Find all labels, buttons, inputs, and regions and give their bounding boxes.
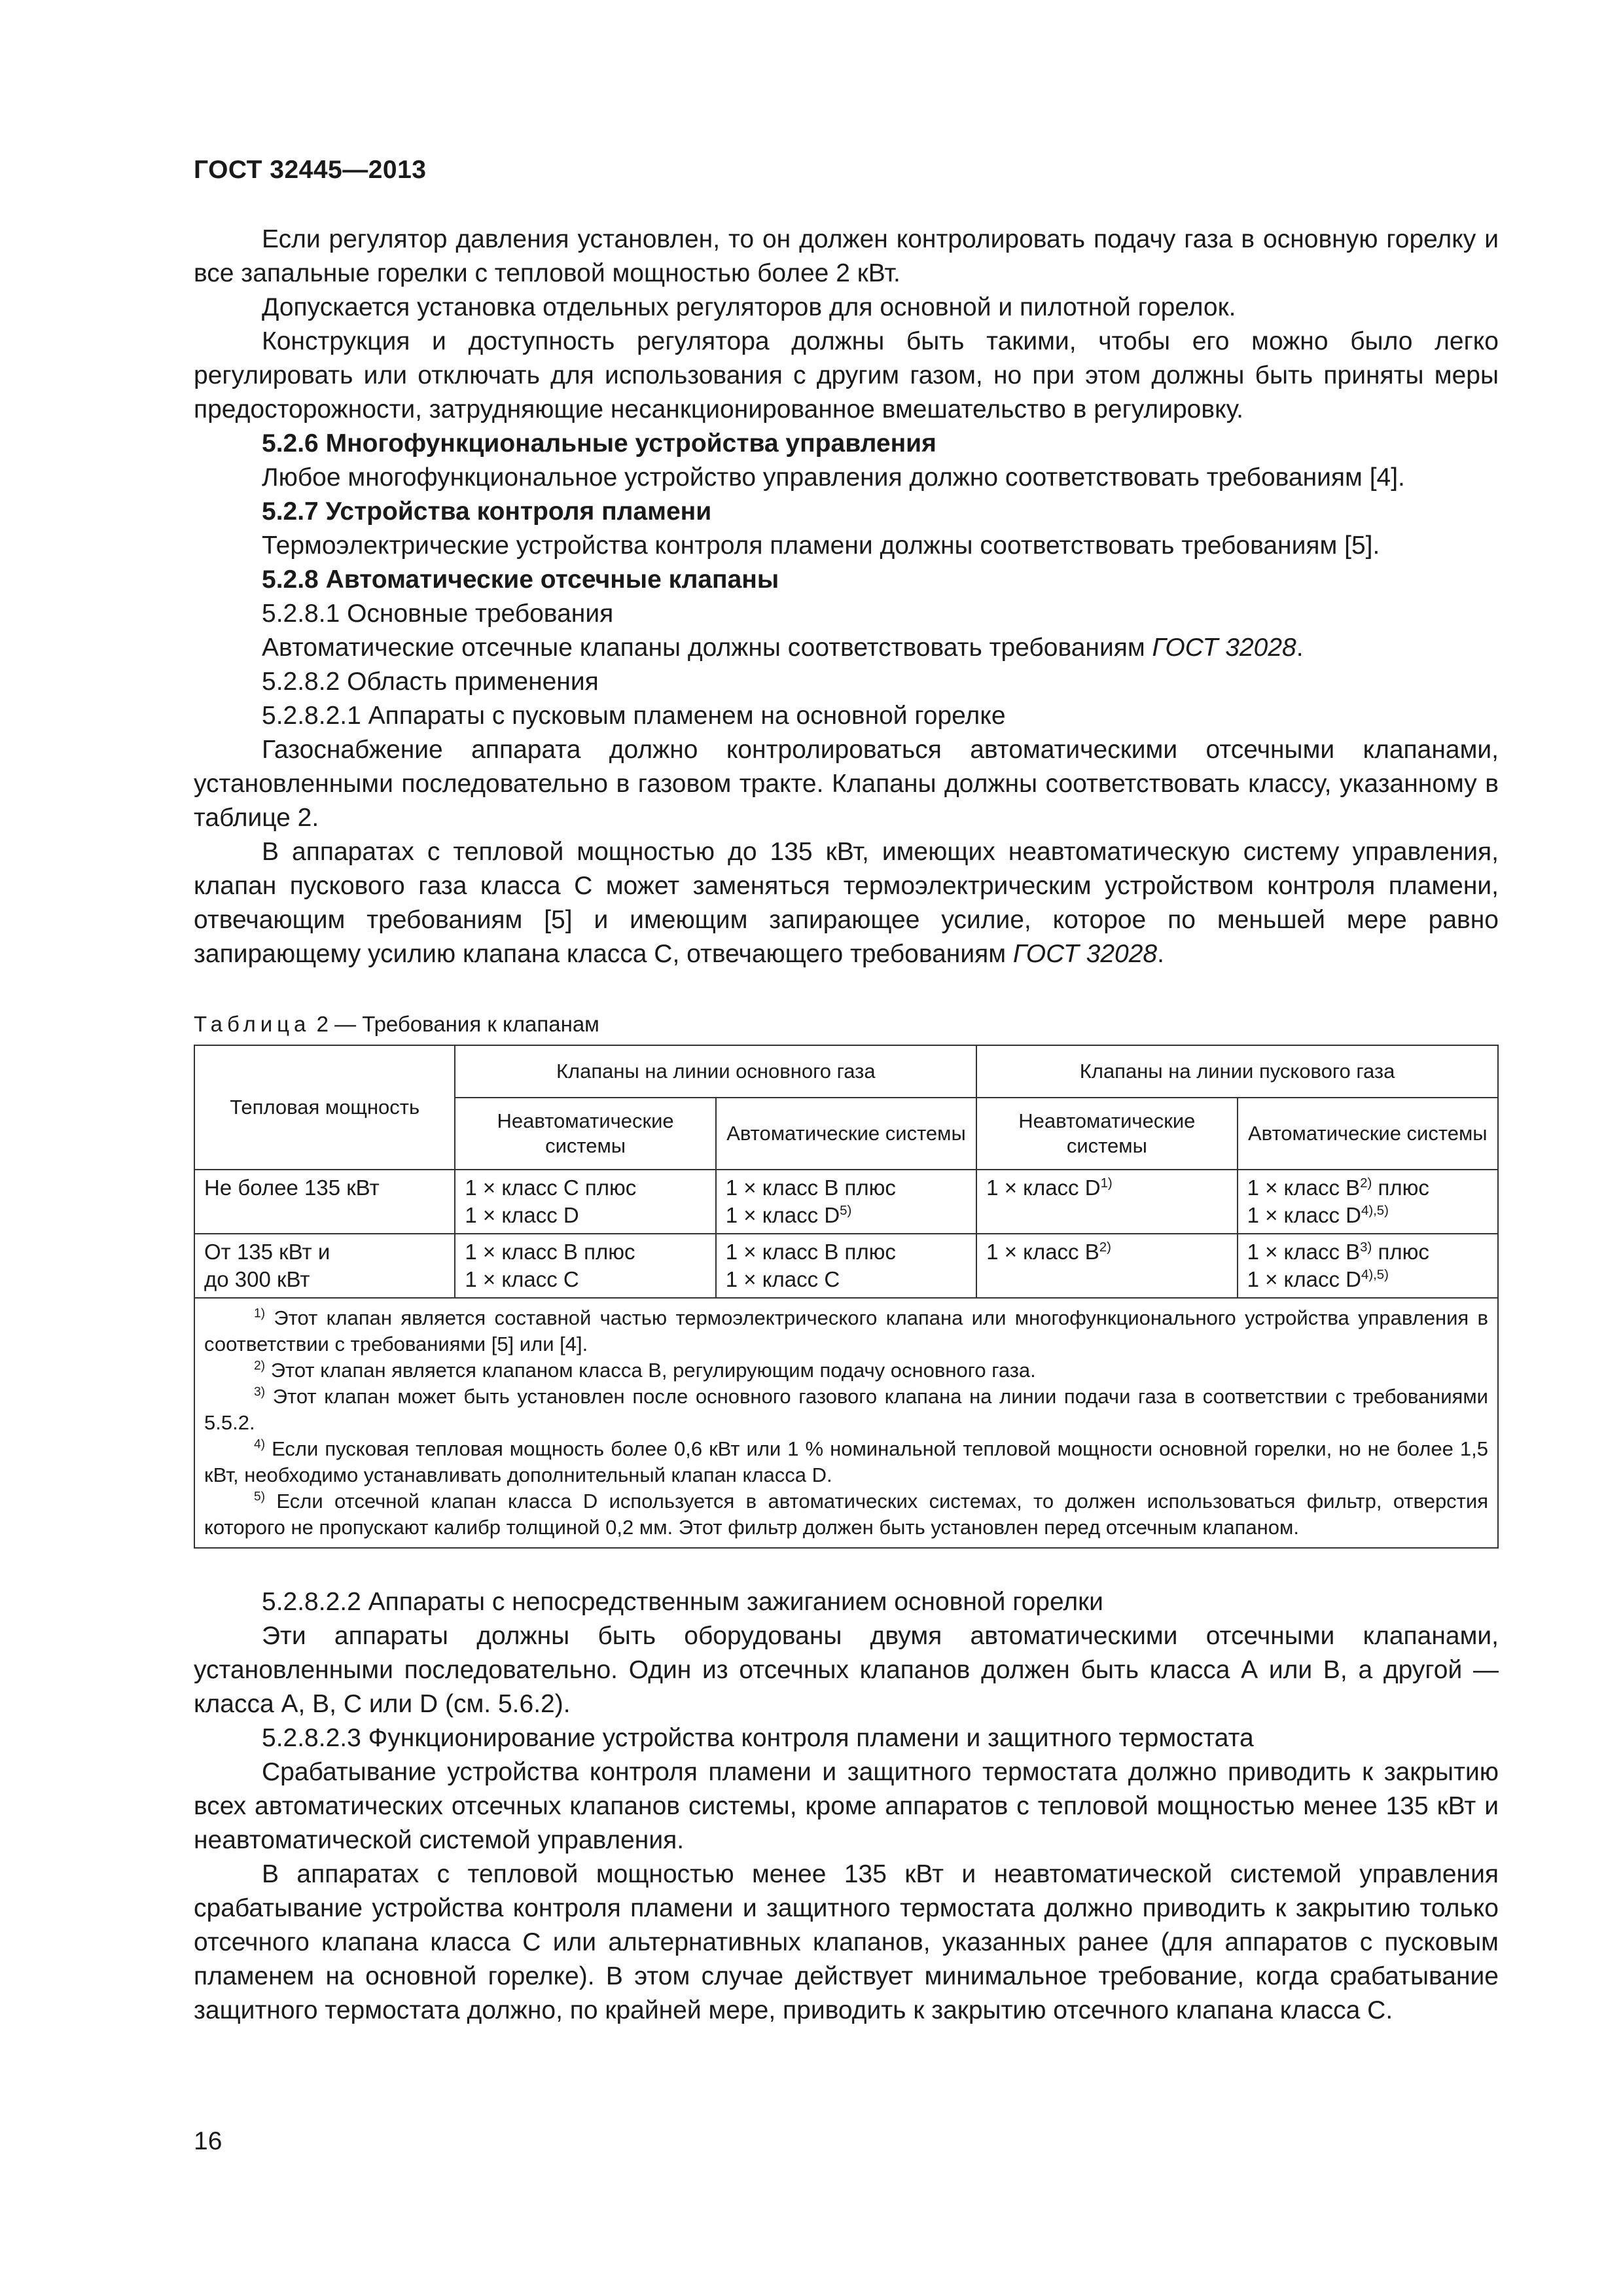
subsection-heading: 5.2.8.1 Основные требования (262, 600, 614, 628)
footnote-text: Этот клапан является клапаном класса В, регулирующим подачу основного газа. (270, 1359, 1036, 1382)
footnote-number: 2) (254, 1359, 266, 1373)
footnote-ref: 3) (1360, 1240, 1372, 1255)
cell-text: 1 × класс D (725, 1203, 840, 1227)
table-notes-row (194, 1298, 1498, 1548)
cell-text: 1 × класс D (986, 1175, 1101, 1200)
paragraph: Если регулятор давления установлен, то он должен контролировать подачу газа в основную горелку и все запальные горелки с тепловой мощностью более 2 кВт. (194, 225, 1499, 287)
footnote-ref: 4),5) (1361, 1267, 1389, 1282)
footnote-ref: 1) (1100, 1175, 1113, 1191)
paragraph (194, 835, 1499, 971)
subsection-heading: 5.2.8.2.3 Функционирование устройства контроля пламени и защитного термостата (262, 1724, 1254, 1752)
paragraph: Срабатывание устройства контроля пламени и защитного термостата должно приводить к закрытию всех автоматических отсечных клапанов системы, кроме аппаратов с тепловой мощностью менее 135 кВт и неавтоматической системой управления. (194, 1758, 1499, 1854)
table-header-row (194, 1045, 1498, 1098)
body-top (194, 223, 1499, 971)
footnote-ref: 2) (1360, 1175, 1372, 1191)
valves-requirements-table (194, 1045, 1499, 1549)
table-cell (716, 1170, 976, 1234)
footnote-ref: 4),5) (1361, 1203, 1389, 1218)
paragraph: Допускается установка отдельных регуляторов для основной и пилотной горелок. (262, 293, 1236, 321)
standard-reference: ГОСТ 32028 (1152, 634, 1296, 662)
cell-text: 1 × класс В (1247, 1175, 1361, 1200)
footnote-number: 4) (254, 1437, 266, 1452)
cell-line: 1 × класс В плюс (465, 1240, 635, 1264)
table-cell (976, 1170, 1237, 1234)
cell-line: до 300 кВт (204, 1267, 310, 1291)
standard-reference: ГОСТ 32028 (1012, 940, 1158, 968)
paragraph: Эти аппараты должны быть оборудованы двумя автоматическими отсечными клапанами, установленными последовательно. Один из отсечных клапанов должен быть класса А или В, а другой — класса А, В, С или D (см. 5.6.2). (194, 1622, 1499, 1718)
header-power: Тепловая мощность (194, 1045, 455, 1170)
document-code: ГОСТ 32445—2013 (194, 156, 427, 184)
cell-text: 1 × класс В (986, 1240, 1099, 1264)
table-caption-word: Таблица (194, 1012, 311, 1036)
footnote (204, 1357, 1488, 1384)
cell-line (726, 1202, 967, 1229)
cell-line (1247, 1202, 1488, 1229)
paragraph (194, 631, 1499, 665)
footnote-number: 5) (254, 1490, 266, 1504)
cell-line: 1 × класс С (725, 1267, 840, 1291)
cell-text: плюс (1372, 1175, 1429, 1200)
cell-line: 1 × класс С (465, 1267, 579, 1291)
cell-line: 1 × класс В плюс (725, 1175, 896, 1200)
cell-text: плюс (1372, 1240, 1429, 1264)
footnote-ref: 5) (840, 1203, 852, 1218)
footnote (204, 1436, 1488, 1488)
section-heading-5-2-8: 5.2.8 Автоматические отсечные клапаны (262, 565, 779, 594)
table-row (194, 1234, 1498, 1298)
paragraph-tail: . (1157, 940, 1164, 968)
paragraph: Газоснабжение аппарата должно контролироваться автоматическими отсечными клапанами, установленными последовательно в газовом тракте. Клапаны должны соответствовать классу, указанному в таблице 2. (194, 736, 1499, 832)
document-page (194, 156, 1499, 2028)
header-nonauto: Неавтоматические системы (455, 1098, 715, 1170)
paragraph: Любое многофункциональное устройство управления должно соответствовать требованиям [4]. (262, 463, 1405, 492)
table-cell (1238, 1234, 1498, 1298)
table-row (194, 1170, 1498, 1234)
cell-line (1247, 1238, 1488, 1266)
cell-line (1247, 1174, 1488, 1202)
header-nonauto: Неавтоматические системы (976, 1098, 1237, 1170)
section-heading-5-2-7: 5.2.7 Устройства контроля пламени (262, 497, 712, 526)
header-auto: Автоматические системы (1238, 1098, 1498, 1170)
cell-line: 1 × класс D (465, 1203, 579, 1227)
paragraph-text: В аппаратах с тепловой мощностью до 135 кВт, имеющих неавтоматическую систему управления, клапан пускового газа класса С может заменяться термоэлектрическим устройством контроля пламени, отвечающим требованиям [5] и имеющим запирающее усилие, которое по меньшей мере равно запирающему усилию клапана класса С, отвечающего требованиям (194, 838, 1499, 968)
section-heading-5-2-6: 5.2.6 Многофункциональные устройства управления (262, 429, 936, 457)
paragraph: В аппаратах с тепловой мощностью менее 135 кВт и неавтоматической системой управления срабатывание устройства контроля пламени и защитного термостата должно приводить к закрытию только отсечного клапана класса С или альтернативных клапанов, указанных ранее (для аппаратов с пусковым пламенем на основной горелке). В этом случае действует минимальное требование, когда срабатывание защитного термостата должно, по крайней мере, приводить к закрытию отсечного клапана класса С. (194, 1860, 1499, 2024)
table-cell (1238, 1170, 1498, 1234)
table-cell (455, 1170, 715, 1234)
footnote (204, 1488, 1488, 1541)
footnote-text: Если пусковая тепловая мощность более 0,6 кВт или 1 % номинальной тепловой мощности основной горелки, но не более 1,5 кВт, необходимо устанавливать дополнительный клапан класса D. (204, 1437, 1488, 1486)
paragraph-text: Автоматические отсечные клапаны должны соответствовать требованиям (262, 634, 1152, 662)
table-footnotes (194, 1298, 1498, 1548)
footnote-number: 3) (254, 1385, 266, 1399)
page-number: 16 (194, 2127, 223, 2155)
footnote-number: 1) (254, 1306, 266, 1321)
table-caption-number: 2 (316, 1012, 329, 1036)
footnote-text: Этот клапан является составной частью термоэлектрического клапана или многофункционального устройства управления в соответствии с требованиями [5] или [4]. (204, 1306, 1488, 1355)
footnote-ref: 2) (1099, 1240, 1111, 1255)
cell-line (986, 1174, 1227, 1202)
body-bottom (194, 1585, 1499, 2028)
footnote-text: Если отсечной клапан класса D используется в автоматических системах, то должен использоваться фильтр, отверстия которого не пропускают калибр толщиной 0,2 мм. Этот фильтр должен быть установлен перед отсечным клапаном. (204, 1490, 1488, 1539)
table-caption (194, 1012, 1499, 1037)
cell-line: 1 × класс С плюс (465, 1175, 637, 1200)
table-cell (976, 1234, 1237, 1298)
subsection-heading: 5.2.8.2 Область применения (262, 668, 599, 696)
footnote (204, 1384, 1488, 1436)
header-main-gas: Клапаны на линии основного газа (455, 1045, 976, 1098)
cell-line (986, 1238, 1227, 1266)
header-start-gas: Клапаны на линии пускового газа (976, 1045, 1498, 1098)
subsection-heading: 5.2.8.2.2 Аппараты с непосредственным зажиганием основной горелки (262, 1588, 1103, 1616)
table-cell (455, 1234, 715, 1298)
cell-text: 1 × класс D (1247, 1203, 1361, 1227)
table-caption-text: — Требования к клапанам (328, 1012, 599, 1036)
table-cell (716, 1234, 976, 1298)
table-cell-power: Не более 135 кВт (194, 1170, 455, 1234)
footnote-text: Этот клапан может быть установлен после основного газового клапана на линии подачи газа в соответствии с требованиями 5.5.2. (204, 1385, 1488, 1434)
cell-text: 1 × класс В (1247, 1240, 1361, 1264)
table-cell-power (194, 1234, 455, 1298)
header-auto: Автоматические системы (716, 1098, 976, 1170)
cell-text: 1 × класс D (1247, 1267, 1361, 1291)
paragraph-tail: . (1296, 634, 1304, 662)
paragraph: Термоэлектрические устройства контроля пламени должны соответствовать требованиям [5]. (262, 531, 1380, 560)
cell-line: 1 × класс В плюс (725, 1240, 896, 1264)
footnote (204, 1305, 1488, 1357)
cell-line: От 135 кВт и (204, 1240, 330, 1264)
subsection-heading: 5.2.8.2.1 Аппараты с пусковым пламенем на основной горелке (262, 702, 1006, 730)
cell-line (1247, 1266, 1488, 1293)
paragraph: Конструкция и доступность регулятора должны быть такими, чтобы его можно было легко регулировать или отключать для использования с другим газом, но при этом должны быть приняты меры предосторожности, затрудняющие несанкционированное вмешательство в регулировку. (194, 327, 1499, 423)
